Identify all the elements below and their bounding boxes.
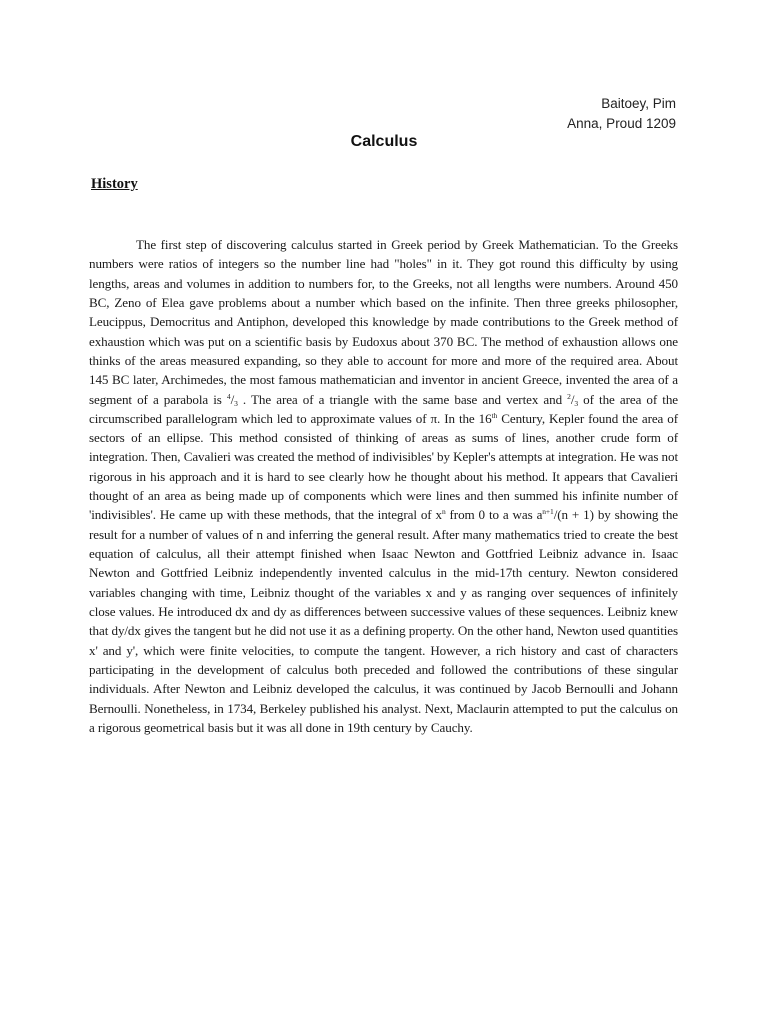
text-segment: . The area of a triangle with the same base and vertex and (237, 391, 568, 407)
fraction-numerator: 4 (226, 391, 231, 401)
fraction-slash: / (230, 391, 235, 407)
history-paragraph (89, 235, 678, 737)
text-segment: /(n + 1) by showing the result for a number of values of n and inferring the general result. After many mathematics tried to create the best equation of calculus, all their attempt finished when Isaac Newton and Gottfried Leibniz advance in. Isaac Newton and Gottfried Leibniz independently invented calculus in the mid-17th century. Newton considered variables changing with time, Leibniz thought of the variables x and y as ranging over sequences of infinitely close values. He introduced dx and dy as differences between successive values of these sequences. Leibniz knew that dy/dx gives the tangent but he did not use it as a defining property. On the other hand, Newton used quantities x' and y', which were finite velocities, to compute the tangent. However, a rich history and cast of characters participating in the development of calculus both preceded and followed the contributions of these singular individuals. After Newton and Leibniz developed the calculus, it was continued by Jacob Bernoulli and Johann Bernoulli. Nonetheless, in 1734, Berkeley published his analyst. Next, Maclaurin attempted to put the calculus on a rigorous geometrical basis but it was all done in 19th century by Cauchy. (89, 507, 678, 735)
text-segment: from 0 to a was a (445, 507, 543, 523)
fraction-numerator: 2 (567, 391, 571, 401)
text-segment: of the area of the circumscribed parallelogram which led to approximate values of π. In the 16 (89, 391, 678, 426)
fraction-denominator: 3 (234, 398, 238, 408)
author-line-1: Baitoey, Pim (601, 96, 676, 111)
exponent: n+1 (542, 507, 554, 517)
document-title: Calculus (350, 133, 418, 150)
section-heading-history: History (91, 176, 138, 192)
text-segment: Century, Kepler found the area of sectors of an ellipse. This method consisted of thinking of areas as sums of lines, another crude form of integration. Then, Cavalieri was created the method of indivisibles' by Kepler's attempts at integration. He was not rigorous in his approach and it is hard to see clearly how he thought about his method. It appears that Cavalieri thought of an area as being made up of components which were lines and then summed his infinite number of 'indivisibles'. He came up with these methods, that the integral of x (89, 410, 679, 523)
author-block (567, 94, 676, 134)
author-line-2: Anna, Proud 1209 (567, 116, 676, 131)
text-segment: The first step of discovering calculus started in Greek period by Greek Mathematician. To the Greeks numbers were ratios of integers so the number line had "holes" in it. They got round this difficulty by using lengths, areas and volumes in addition to numbers for, to the Greeks, not all lengths were numbers. Around 450 BC, Zeno of Elea gave problems about a number which based on the infinite. Then three greeks philosopher, Leucippus, Democritus and Antiphon, developed this knowledge by made contributions to the Greek method of exhaustion which was put on a scientific basis by Eudoxus about 370 BC. The method of exhaustion allows one thinks of the areas measured expanding, so they able to account for more and more of the required area. About 145 BC later, Archimedes, the most famous mathematician and inventor in ancient Greece, invented the area of a segment of a parabola is (89, 237, 678, 407)
ordinal-suffix: th (491, 410, 498, 420)
fraction-denominator: 3 (574, 398, 579, 408)
exponent: n (441, 507, 446, 517)
fraction-slash: / (570, 391, 575, 407)
